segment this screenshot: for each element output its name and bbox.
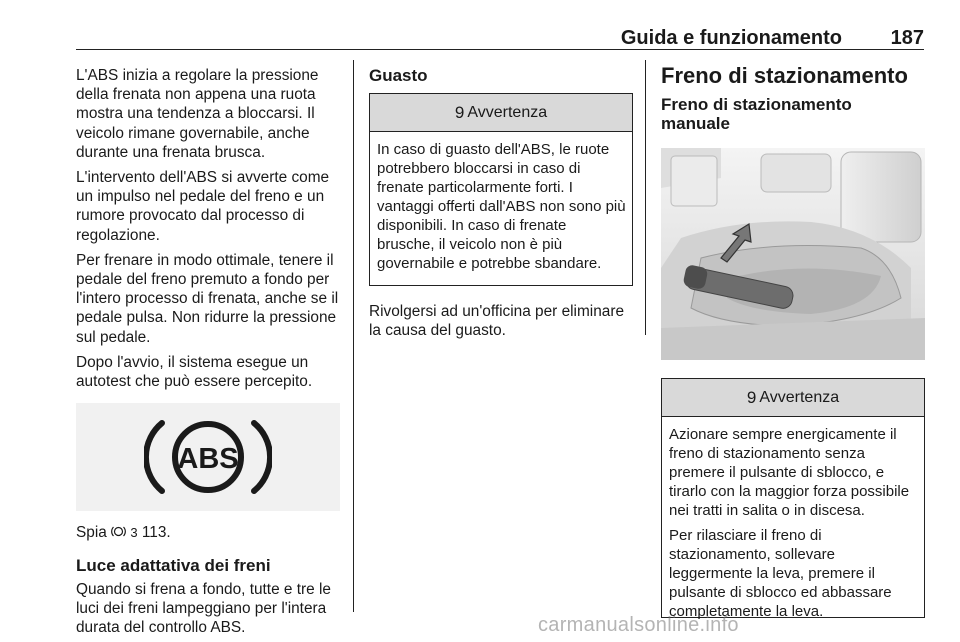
page-header xyxy=(76,0,924,50)
warning-body xyxy=(370,132,632,285)
paragraph: L'intervento dell'ABS si avverte come un impulso nel pedale del freno e un rumore provocato dal processo di regolazione. xyxy=(76,169,330,244)
section-title: Freno di stazionamento xyxy=(661,63,908,88)
page-number: 187 xyxy=(890,27,924,49)
warning-icon: 9 xyxy=(746,387,757,407)
warning-header xyxy=(370,94,632,132)
warning-text: In caso di guasto dell'ABS, le ruote potrebbero bloccarsi in caso di frenate particolarmente forti. I vantaggi offerti dall'ABS non sono più disponibili. In caso di frenate brusche, il veicolo non è più governabile e potrebbe sbandare. xyxy=(377,141,626,273)
parking-brake-image xyxy=(661,148,925,360)
abs-icon xyxy=(144,415,272,499)
spia-label: Spia xyxy=(76,524,107,542)
warning-box xyxy=(661,378,925,618)
subsection-title: Freno di stazionamento manuale xyxy=(661,95,852,134)
paragraph: Dopo l'avvio, il sistema esegue un autotest che può essere percepito. xyxy=(76,353,313,391)
subheading: Luce adattativa dei freni xyxy=(76,556,271,576)
watermark: carmanualsonline.info xyxy=(538,614,739,636)
warning-body xyxy=(662,417,924,620)
warning-text: Azionare sempre energicamente il freno di stazionamento senza premere il pulsante di sblocco, e tirarlo con la maggior forza possibile nei tratti in salita o in discesa. xyxy=(669,425,910,519)
warning-title: Avvertenza xyxy=(759,388,840,406)
spia-reference xyxy=(76,523,342,542)
paragraph: Rivolgersi ad un'officina per eliminare la causa del guasto. xyxy=(369,303,625,340)
column-divider-1 xyxy=(353,60,354,612)
abs-symbol-text: ABS xyxy=(177,443,239,476)
section-heading: Guasto xyxy=(369,66,428,85)
section-title: Guida e funzionamento xyxy=(620,27,842,49)
column-3 xyxy=(661,63,925,620)
column-1 xyxy=(76,66,342,642)
column-divider-2 xyxy=(645,60,646,335)
warning-text: Per rilasciare il freno di stazionamento, sollevare leggermente la leva, premere il pulsante di sblocco ed abbassare completamente la leva. xyxy=(669,526,892,620)
paragraph: Quando si frena a fondo, tutte e tre le luci dei freni lampeggiano per l'intera durata del controllo ABS. xyxy=(76,580,331,637)
warning-title: Avvertenza xyxy=(467,104,548,122)
warning-icon: 9 xyxy=(454,103,465,123)
reference-arrow-icon: 3 xyxy=(130,525,138,541)
paragraph: Per frenare in modo ottimale, tenere il pedale del freno premuto a fondo per l'intero processo di frenata, anche se il pedale pulsa. Non ridurre la pressione sul pedale. xyxy=(76,251,339,346)
abs-small-icon xyxy=(111,525,126,538)
paragraph: L'ABS inizia a regolare la pressione della frenata non appena una ruota mostra una tendenza a bloccarsi. Il veicolo rimane governabile, anche durante una frenata brusca. xyxy=(76,67,319,161)
column-2 xyxy=(369,66,633,347)
abs-warning-symbol xyxy=(76,403,340,511)
warning-box xyxy=(369,93,633,286)
parking-brake-illustration xyxy=(661,148,925,360)
warning-header xyxy=(662,379,924,417)
reference-page: 113. xyxy=(141,524,171,542)
